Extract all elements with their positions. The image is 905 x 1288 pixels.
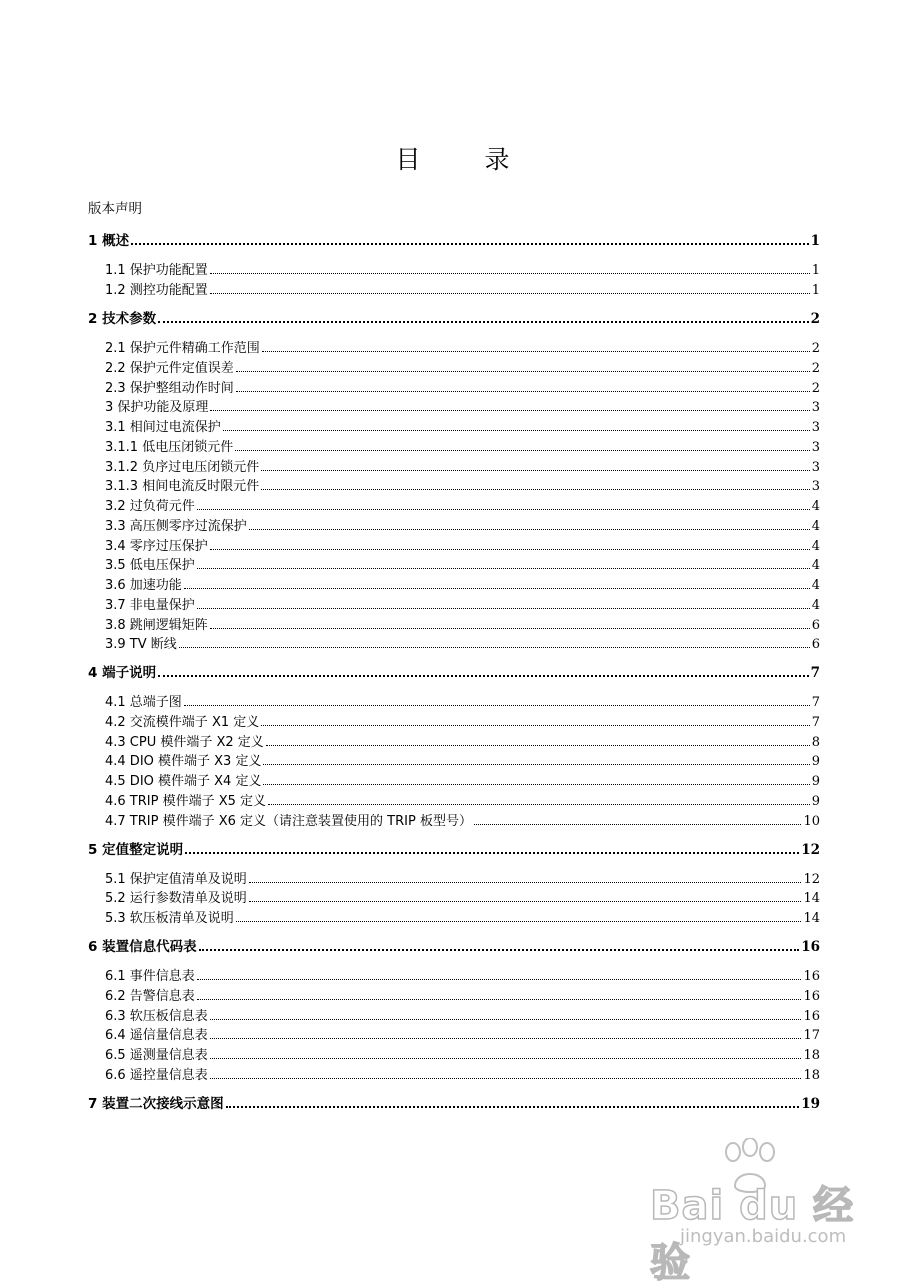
toc-entry-page: 4	[811, 519, 820, 534]
toc-entry	[88, 376, 820, 396]
toc-entry-page: 4	[811, 539, 820, 554]
toc-entry-label: 6.1 事件信息表	[105, 969, 195, 984]
toc-entry-page: 7	[811, 695, 820, 710]
toc-entry-page: 6	[811, 637, 820, 652]
toc-entry	[88, 455, 820, 475]
toc-leader-dots	[261, 470, 810, 471]
toc-leader-dots	[223, 430, 810, 431]
toc-leader-dots	[236, 371, 810, 372]
toc-leader-dots	[131, 243, 809, 245]
toc-entry	[88, 494, 820, 514]
toc-entry-label: 3.2 过负荷元件	[105, 499, 195, 514]
toc-entry	[88, 867, 820, 887]
toc-entry	[88, 1092, 820, 1112]
toc-entry-page: 17	[803, 1028, 820, 1043]
toc-leader-dots	[199, 949, 800, 951]
toc-entry-label: 3.6 加速功能	[105, 578, 182, 593]
toc-leader-dots	[197, 568, 810, 569]
toc-leader-dots	[158, 675, 809, 677]
toc-leader-dots	[158, 321, 809, 323]
toc-entry-label: 3 保护功能及原理	[105, 400, 209, 415]
toc-entry	[88, 278, 820, 298]
toc-entry-label: 1 概述	[88, 233, 130, 249]
toc-entry	[88, 984, 820, 1004]
toc-entry-label: 4 端子说明	[88, 665, 157, 681]
toc-entry	[88, 1043, 820, 1063]
toc-entry	[88, 534, 820, 554]
toc-entry-label: 5 定值整定说明	[88, 842, 184, 858]
toc-entry-label: 6.4 遥信量信息表	[105, 1028, 208, 1043]
toc-entry-page: 4	[811, 558, 820, 573]
toc-leader-dots	[185, 852, 799, 854]
toc-leader-dots	[210, 628, 810, 629]
toc-entry-label: 3.4 零序过压保护	[105, 539, 208, 554]
toc-entry-page: 14	[803, 891, 820, 906]
toc-entry-page: 19	[801, 1096, 820, 1112]
toc-leader-dots	[236, 391, 810, 392]
toc-entry	[88, 474, 820, 494]
toc-entry-page: 18	[803, 1048, 820, 1063]
toc-leader-dots	[197, 979, 802, 980]
toc-leader-dots	[268, 804, 810, 805]
toc-entry-page: 9	[811, 754, 820, 769]
toc-leader-dots	[184, 705, 810, 706]
toc-entry-label: 6.2 告警信息表	[105, 989, 195, 1004]
toc-entry-page: 2	[810, 311, 820, 327]
toc-leader-dots	[236, 921, 802, 922]
toc-leader-dots	[184, 588, 810, 589]
toc-entry	[88, 838, 820, 858]
toc-entry-page: 2	[811, 381, 820, 396]
preface-entry: 版本声明	[88, 201, 142, 217]
toc-entry	[88, 229, 820, 249]
toc-entry-label: 4.7 TRIP 模件端子 X6 定义（请注意装置使用的 TRIP 板型号）	[105, 814, 472, 829]
toc-entry-page: 4	[811, 499, 820, 514]
toc-entry-page: 9	[811, 774, 820, 789]
toc-leader-dots	[197, 999, 802, 1000]
toc-leader-dots	[263, 784, 809, 785]
toc-leader-dots	[179, 647, 810, 648]
toc-entry-page: 10	[803, 814, 820, 829]
toc-entry-page: 3	[811, 420, 820, 435]
toc-entry	[88, 730, 820, 750]
toc-entry-page: 7	[810, 665, 820, 681]
toc-entry-page: 2	[811, 361, 820, 376]
toc-entry-label: 4.2 交流模件端子 X1 定义	[105, 715, 260, 730]
toc-entry	[88, 336, 820, 356]
toc-entry-page: 16	[803, 989, 820, 1004]
watermark-url: jingyan.baidu.com	[680, 1226, 847, 1247]
toc-entry-label: 1.1 保护功能配置	[105, 263, 208, 278]
toc-entry-page: 1	[811, 263, 820, 278]
toc-entry-page: 9	[811, 794, 820, 809]
toc-leader-dots	[249, 882, 802, 883]
toc-leader-dots	[210, 1058, 802, 1059]
toc-entry-page: 6	[811, 618, 820, 633]
toc-leader-dots	[197, 608, 810, 609]
toc-entry	[88, 258, 820, 278]
toc-entry-label: 4.1 总端子图	[105, 695, 182, 710]
toc-entry	[88, 769, 820, 789]
toc-entry	[88, 809, 820, 829]
toc-leader-dots	[263, 764, 809, 765]
toc-leader-dots	[235, 450, 810, 451]
watermark-brand: Bai du 经验	[650, 1183, 855, 1286]
toc-entry-label: 2.3 保护整组动作时间	[105, 381, 234, 396]
toc-entry-page: 1	[811, 283, 820, 298]
toc-leader-dots	[210, 410, 809, 411]
toc-entry-page: 1	[810, 233, 820, 249]
toc-leader-dots	[262, 351, 810, 352]
toc-entry	[88, 573, 820, 593]
toc-entry-page: 2	[811, 341, 820, 356]
toc-entry	[88, 1004, 820, 1024]
toc-entry-label: 3.9 TV 断线	[105, 637, 177, 652]
toc-entry	[88, 395, 820, 415]
toc-entry	[88, 415, 820, 435]
toc-leader-dots	[261, 489, 810, 490]
toc-leader-dots	[266, 745, 810, 746]
toc-entry	[88, 1023, 820, 1043]
toc-leader-dots	[197, 509, 810, 510]
toc-entry-page: 16	[803, 1009, 820, 1024]
toc-entry-page: 16	[803, 969, 820, 984]
toc-entry	[88, 661, 820, 681]
toc-leader-dots	[261, 725, 809, 726]
toc-entry-label: 5.3 软压板清单及说明	[105, 911, 234, 926]
toc-leader-dots	[210, 1078, 802, 1079]
toc-entry-page: 12	[801, 842, 820, 858]
toc-entry-page: 16	[801, 939, 820, 955]
toc-leader-dots	[210, 273, 810, 274]
toc-entry	[88, 1063, 820, 1083]
toc-entry	[88, 356, 820, 376]
toc-title: 目 录	[395, 145, 538, 174]
toc-entry-label: 7 装置二次接线示意图	[88, 1096, 224, 1112]
toc-entry	[88, 435, 820, 455]
toc-entry	[88, 749, 820, 769]
toc-leader-dots	[210, 1038, 802, 1039]
toc-leader-dots	[249, 901, 802, 902]
baidu-watermark	[640, 1138, 860, 1286]
toc-entry-page: 4	[811, 598, 820, 613]
toc-entry-label: 3.3 高压侧零序过流保护	[105, 519, 247, 534]
toc-entry-label: 6.6 遥控量信息表	[105, 1068, 208, 1083]
toc-entry-page: 12	[803, 872, 820, 887]
toc-entry-label: 3.7 非电量保护	[105, 598, 195, 613]
toc-leader-dots	[210, 549, 810, 550]
toc-entry	[88, 964, 820, 984]
toc-entry-label: 2.2 保护元件定值误差	[105, 361, 234, 376]
toc-entry-page: 3	[811, 440, 820, 455]
toc-entry	[88, 514, 820, 534]
toc-entry-label: 3.1.1 低电压闭锁元件	[105, 440, 234, 455]
toc-entry-label: 6.5 遥测量信息表	[105, 1048, 208, 1063]
toc-entry-label: 4.4 DIO 模件端子 X3 定义	[105, 754, 262, 769]
toc-entry	[88, 307, 820, 327]
toc-entry	[88, 789, 820, 809]
toc-entry-page: 7	[811, 715, 820, 730]
toc-entry-label: 6 装置信息代码表	[88, 939, 197, 955]
toc-entry-label: 3.5 低电压保护	[105, 558, 195, 573]
toc-leader-dots	[210, 293, 810, 294]
toc-leader-dots	[210, 1019, 802, 1020]
toc-entry-page: 3	[811, 479, 820, 494]
toc-entry-page: 3	[811, 460, 820, 475]
toc-entry	[88, 690, 820, 710]
toc-leader-dots	[226, 1106, 800, 1108]
toc-entry-label: 4.5 DIO 模件端子 X4 定义	[105, 774, 262, 789]
toc-entry	[88, 593, 820, 613]
toc-entry	[88, 632, 820, 652]
toc-entry-label: 3.8 跳闸逻辑矩阵	[105, 618, 208, 633]
toc-entry-page: 18	[803, 1068, 820, 1083]
toc-entry-page: 8	[811, 735, 820, 750]
toc-leader-dots	[249, 529, 810, 530]
toc-entry	[88, 886, 820, 906]
toc-entry	[88, 553, 820, 573]
toc-entry	[88, 906, 820, 926]
toc-entry	[88, 935, 820, 955]
toc-entry-label: 6.3 软压板信息表	[105, 1009, 208, 1024]
toc-entry-label: 5.2 运行参数清单及说明	[105, 891, 247, 906]
toc-entry-label: 3.1.2 负序过电压闭锁元件	[105, 460, 260, 475]
toc-entry-page: 14	[803, 911, 820, 926]
toc-entry-label: 2.1 保护元件精确工作范围	[105, 341, 260, 356]
toc-entry	[88, 710, 820, 730]
toc-leader-dots	[474, 824, 802, 825]
toc-entry-label: 5.1 保护定值清单及说明	[105, 872, 247, 887]
toc-entry-label: 2 技术参数	[88, 311, 157, 327]
toc-entry-label: 4.3 CPU 模件端子 X2 定义	[105, 735, 264, 750]
toc-entry-label: 3.1 相间过电流保护	[105, 420, 221, 435]
toc-entry-label: 1.2 测控功能配置	[105, 283, 208, 298]
toc-entry-label: 4.6 TRIP 模件端子 X5 定义	[105, 794, 267, 809]
toc-entry-page: 4	[811, 578, 820, 593]
toc-entry-label: 3.1.3 相间电流反时限元件	[105, 479, 260, 494]
toc-entry	[88, 613, 820, 633]
toc-entry-page: 3	[811, 400, 820, 415]
